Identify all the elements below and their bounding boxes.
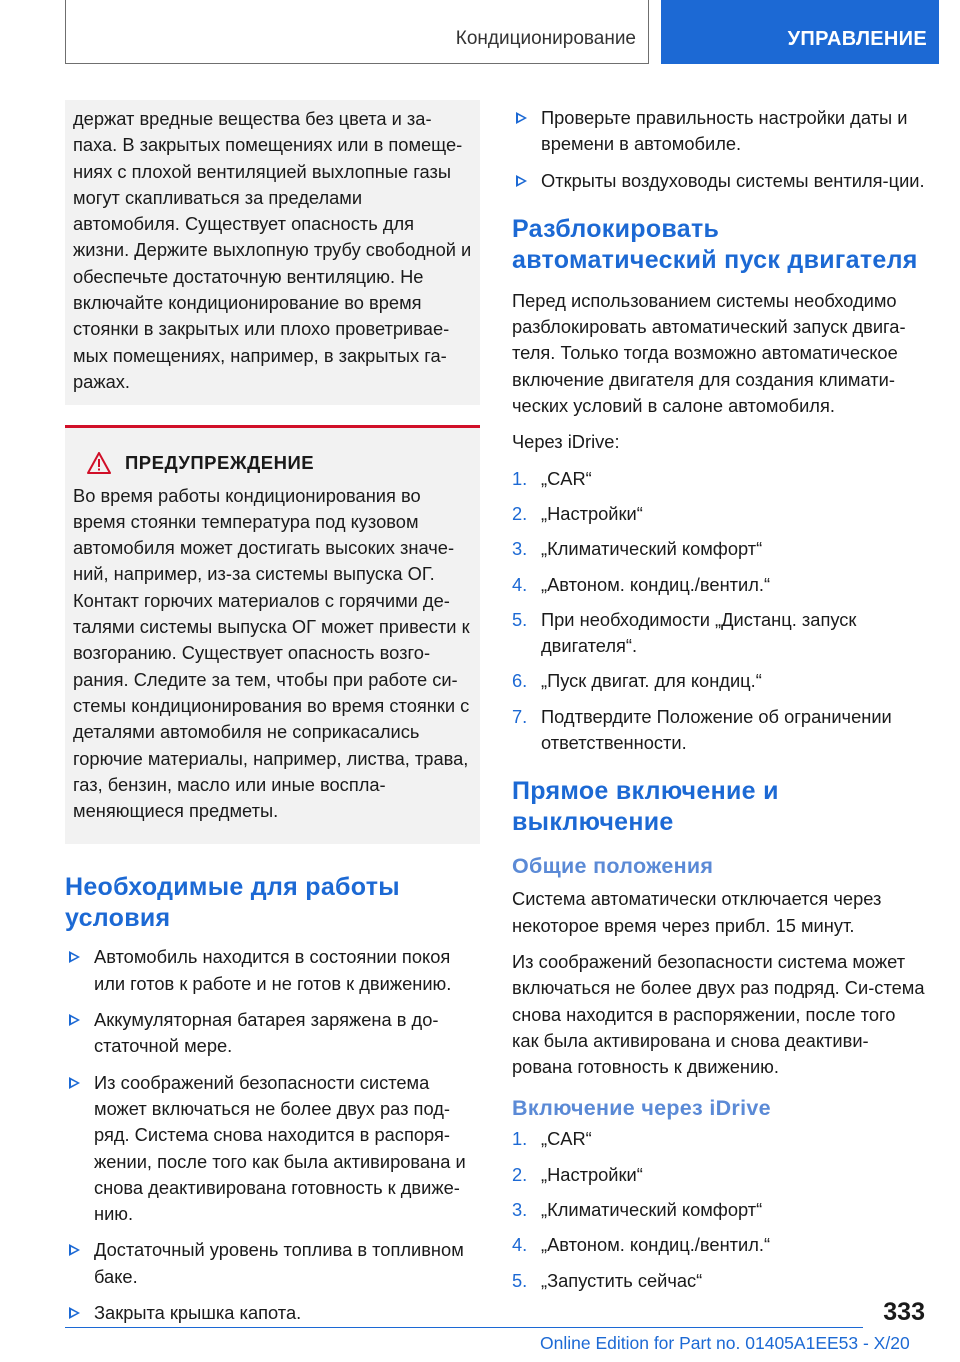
list-item: 1. „CAR“ (512, 1128, 592, 1150)
warning-text: Во время работы кондиционирования во время стоянки температура под кузовом автомобиля может достигать высоких значе-ний, например, из-за системы выпуска ОГ. Контакт горючих материалов с горячими де-талями системы выпуска ОГ может привести к возгоранию. Существует опасность возго-рания. Следите за тем, чтобы при работе си-стемы кондиционирования во время стоянки с деталями автомобиля не соприкасались горючие материалы, например, листва, трава, газ, бензин, масло или иные воспла-меняющиеся предметы. (73, 484, 470, 822)
triangle-bullet-icon (69, 1014, 80, 1026)
triangle-bullet-icon (516, 175, 527, 187)
footer-divider (65, 1327, 863, 1328)
triangle-bullet-icon (69, 951, 80, 963)
triangle-bullet-icon (516, 112, 527, 124)
list-item: 2. „Настройки“ (512, 502, 643, 524)
list-item: 3. „Климатический комфорт“ (512, 538, 763, 560)
list-item: 5. При необходимости „Дистанц. запуск двигателя“. (512, 608, 857, 657)
conditions-list (65, 944, 480, 1326)
left-column (65, 100, 480, 1336)
list-item: 7. Подтвердите Положение об ограничении ответственности. (512, 705, 892, 754)
warning-triangle-icon (87, 452, 111, 474)
list-item: 1. „CAR“ (512, 467, 592, 489)
direct-heading: Прямое включение и выключение (512, 777, 779, 837)
warning-box (65, 425, 480, 844)
on-heading: Включение через iDrive (512, 1096, 771, 1121)
triangle-bullet-icon (69, 1244, 80, 1256)
on-steps (512, 1126, 927, 1293)
right-column (512, 100, 927, 1303)
footer-edition: Online Edition for Part no. 01405A1EE53 - X/20 (540, 1333, 910, 1353)
unlock-text: Перед использованием системы необходимо разблокировать автоматический запуск двига-теля. Только тогда возможно автоматическое включение двигателя для создания климати-ческих условий в салоне автомобиля. (512, 289, 906, 417)
exhaust-note-box (65, 100, 480, 405)
header-section-tab (65, 0, 649, 64)
list-item: Аккумуляторная батарея заряжена в до-статочной мере. (65, 1007, 480, 1060)
exhaust-note-text: держат вредные вещества без цвета и за-пaха. В закрытых помещениях или в помеще-ниях с плохой вентиляцией выхлопные газы могут скапливаться за пределами автомобиля. Существует опасность для жизни. Держите выхлопную трубу свободной и обеспечьте достаточную вентиляцию. Не включайте кондиционирование во время стоянки в закрытых или плохо проветривае-мых помещениях, например, в закрытых га-ражах. (73, 108, 472, 392)
unlock-heading: Разблокировать автоматический пуск двигателя (512, 214, 918, 274)
list-item: 4. „Автоном. кондиц./вентил.“ (512, 1234, 771, 1256)
header-section-title: Кондиционирование (455, 28, 636, 49)
list-item: 2. „Настройки“ (512, 1163, 643, 1185)
list-item: Автомобиль находится в состоянии покоя или готов к работе и не готов к движению. (65, 944, 480, 997)
header-chapter-title: УПРАВЛЕНИЕ (787, 28, 927, 50)
triangle-bullet-icon (69, 1077, 80, 1089)
prereq-list (512, 105, 927, 194)
warning-title: ПРЕДУПРЕЖДЕНИЕ (125, 452, 315, 474)
list-item: Достаточный уровень топлива в топливном баке. (65, 1237, 480, 1290)
list-item: Из соображений безопасности система может включаться не более двух раз под-ряд. Система снова находится в распоря-жении, после того как была активирована и снова деактивирована готовность к движе-нию. (65, 1070, 480, 1228)
list-item: Открыты воздуховоды системы вентиля-ции. (512, 168, 927, 194)
warning-header (73, 450, 472, 476)
page-number: 333 (883, 1298, 925, 1326)
via-idrive-label: Через iDrive: (512, 431, 620, 453)
header-chapter-tab (661, 0, 939, 64)
list-item: Проверьте правильность настройки даты и времени в автомобиле. (512, 105, 927, 158)
unlock-steps (512, 466, 927, 757)
list-item: 3. „Климатический комфорт“ (512, 1199, 763, 1221)
list-item: 4. „Автоном. кондиц./вентил.“ (512, 573, 771, 595)
conditions-heading: Необходимые для работы условия (65, 873, 400, 933)
list-item: 5. „Запустить сейчас“ (512, 1269, 703, 1291)
general-text-2: Из соображений безопасности система может включаться не более двух раз подряд. Си-стема снова находится в распоряжении, после того как была активирована и снова деактиви-рована готовность к движению. (512, 950, 925, 1078)
general-text-1: Система автоматически отключается через некоторое время через прибл. 15 минут. (512, 888, 882, 936)
general-heading: Общие положения (512, 854, 714, 879)
triangle-bullet-icon (69, 1307, 80, 1319)
list-item: 6. „Пуск двигат. для кондиц.“ (512, 670, 762, 692)
list-item: Закрыта крышка капота. (65, 1300, 480, 1326)
